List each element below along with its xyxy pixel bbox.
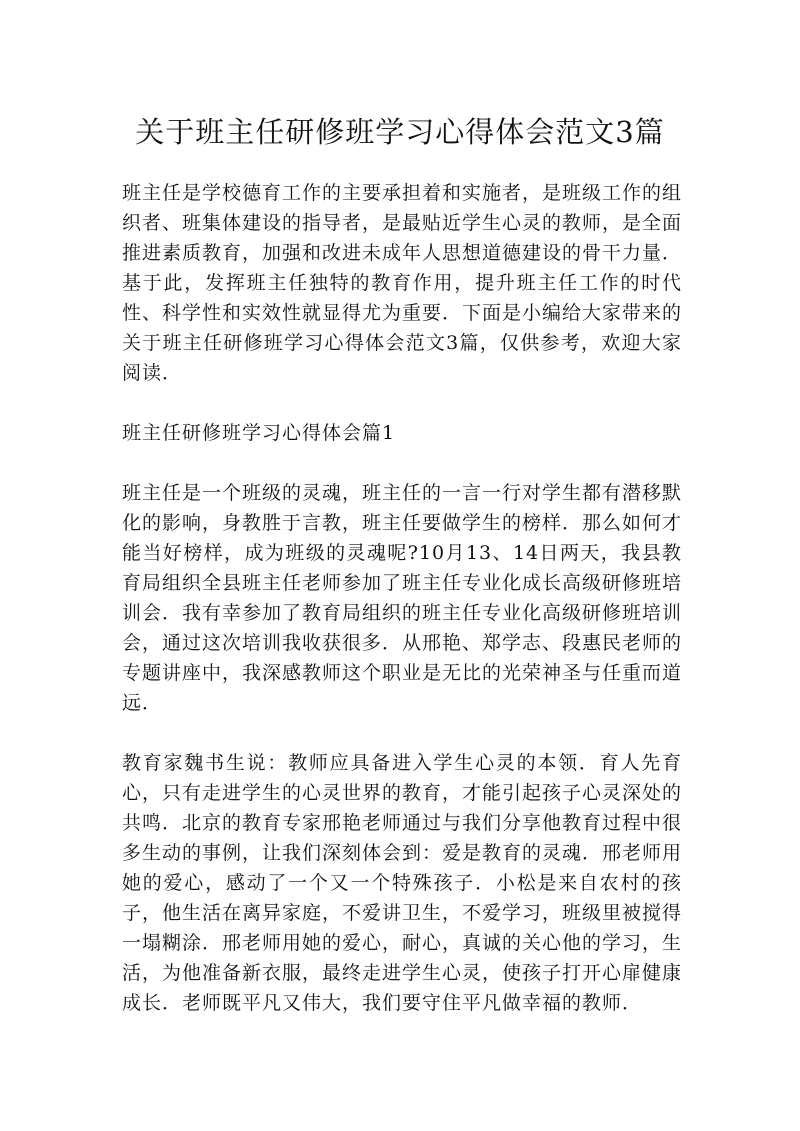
body-paragraph-2: 教育家魏书生说：教师应具备进入学生心灵的本领．育人先育心，只有走进学生的心灵世界的教育，才能引起孩子心灵深处的共鸣．北京的教育专家邢艳老师通过与我们分享他教育过程中很多生动的事例，让我们深刻体会到：爱是教育的灵魂．邢老师用她的爱心，感动了一个又一个特殊孩子．小松是来自农村的孩子，他生活在离异家庭，不爱讲卫生，不爱学习，班级里被搅得一塌糊涂．邢老师用她的爱心，耐心，真诚的关心他的学习，生活，为他准备新衣服，最终走进学生心灵，使孩子打开心扉健康成长．老师既平凡又伟大，我们要守住平凡做幸福的教师． bbox=[122, 752, 683, 1014]
section-heading: 班主任研修班学习心得体会篇1 bbox=[122, 422, 396, 444]
document-title: 关于班主任研修班学习心得体会范文3篇 bbox=[135, 115, 665, 149]
intro-paragraph: 班主任是学校德育工作的主要承担着和实施者，是班级工作的组织者、班集体建设的指导者，是最贴近学生心灵的教师，是全面推进素质教育，加强和改进未成年人思想道德建设的骨干力量．基于此，发挥班主任独特的教育作用，提升班主任工作的时代性、科学性和实效性就显得尤为重要．下面是小编给大家带来的关于班主任研修班学习心得体会范文3篇，仅供参考，欢迎大家阅读． bbox=[122, 182, 683, 384]
body-paragraph-1: 班主任是一个班级的灵魂，班主任的一言一行对学生都有潜移默化的影响，身教胜于言教，班主任要做学生的榜样．那么如何才能当好榜样，成为班级的灵魂呢?10月13、14日两天，我县教育局组织全县班主任老师参加了班主任专业化成长高级研修班培训会．我有幸参加了教育局组织的班主任专业化高级研修班培训会，通过这次培训我收获很多．从邢艳、郑学志、段惠民老师的专题讲座中，我深感教师这个职业是无比的光荣神圣与任重而道远． bbox=[122, 482, 683, 714]
document-body bbox=[122, 178, 682, 1018]
